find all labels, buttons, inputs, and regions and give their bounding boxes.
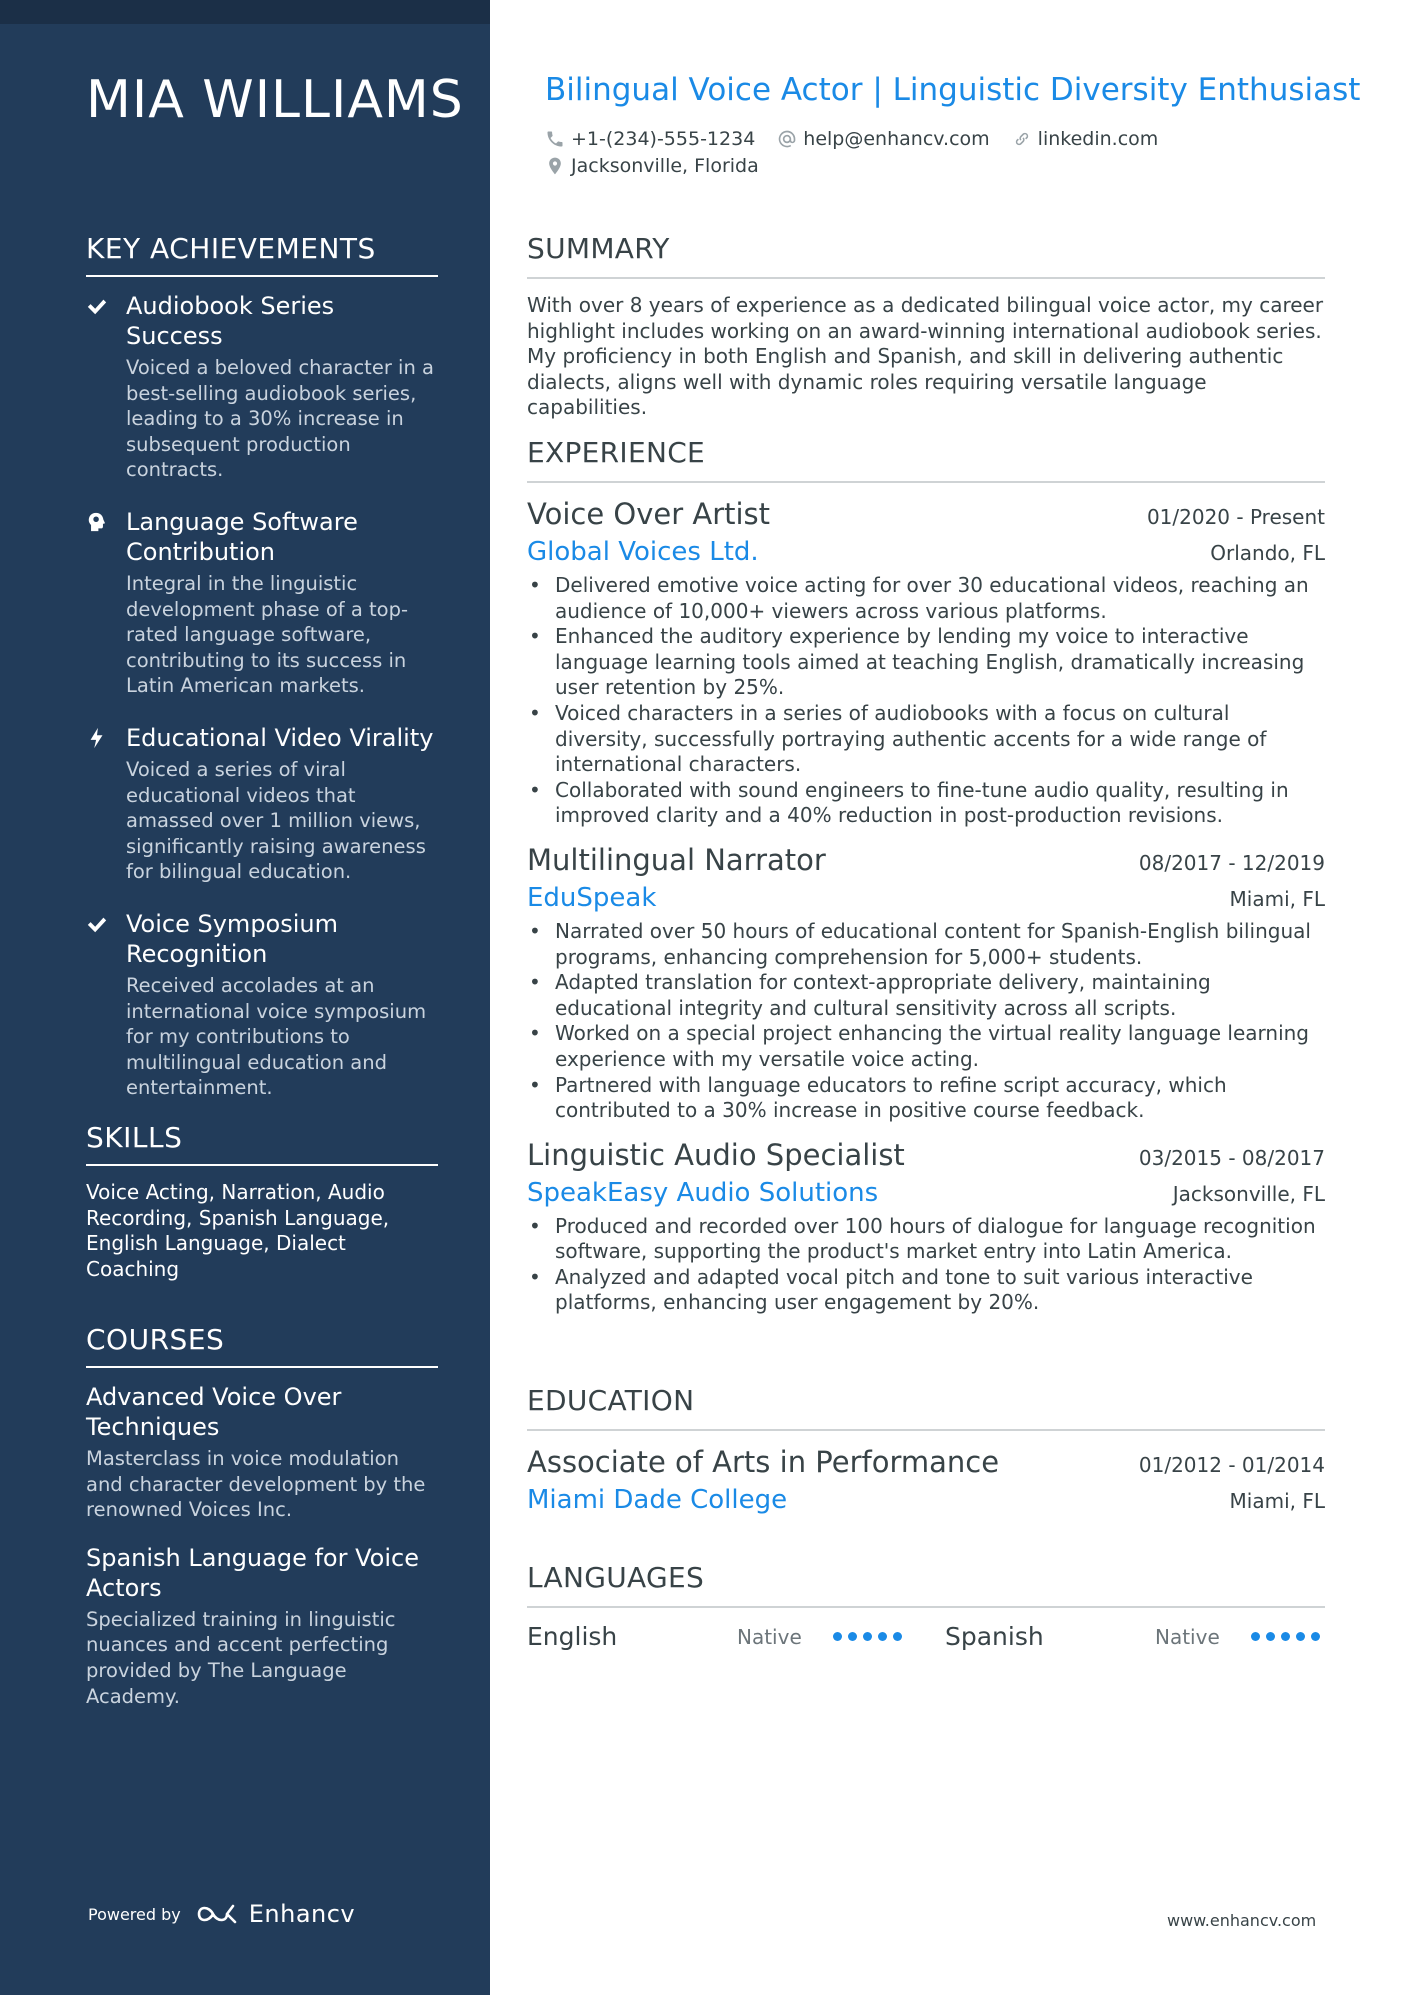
- proficiency-dots: [1251, 1632, 1320, 1641]
- job-title: Multilingual Narrator: [527, 842, 826, 877]
- course-desc: Specialized training in linguistic nuances and accent perfecting provided by The Language Academy.: [86, 1607, 396, 1708]
- email-text: help@enhancv.com: [803, 128, 990, 150]
- bullet-item: • Collaborated with sound engineers to fine-tune audio quality, resulting in improved clarity and a 40% reduction in post-production revisions.: [527, 778, 1325, 829]
- course-item: [86, 1382, 438, 1523]
- bullet-item: • Partnered with language educators to refine script accuracy, which contributed to a 30% increase in positive course feedback.: [527, 1073, 1325, 1124]
- contact-linkedin[interactable]: [1012, 128, 1159, 150]
- job-entry: [527, 843, 1325, 1124]
- bullet-item: • Produced and recorded over 100 hours of dialogue for language recognition software, supporting the product's market entry into Latin America.: [527, 1214, 1325, 1265]
- achievements-heading: KEY ACHIEVEMENTS: [86, 232, 438, 277]
- language-name: English: [527, 1622, 618, 1651]
- location-pin-icon: [545, 156, 565, 176]
- job-dates: 03/2015 - 08/2017: [1138, 1145, 1325, 1170]
- courses-heading: COURSES: [86, 1323, 438, 1368]
- achievement-item: [86, 909, 438, 1101]
- summary-section: [527, 232, 1325, 421]
- job-dates: 08/2017 - 12/2019: [1138, 850, 1325, 875]
- skills-section: [86, 1121, 438, 1282]
- course-desc: Masterclass in voice modulation and character development by the renowned Voices Inc.: [86, 1447, 426, 1522]
- enhancv-logo-icon: [195, 1902, 241, 1926]
- proficiency-dot: [1311, 1632, 1320, 1641]
- at-icon: [777, 129, 797, 149]
- proficiency-dot: [1266, 1632, 1275, 1641]
- head-icon: [86, 507, 126, 699]
- language-item: [945, 1622, 1325, 1651]
- location-text: Jacksonville, Florida: [571, 155, 759, 177]
- course-item: [86, 1543, 438, 1709]
- phone-text: +1-(234)-555-1234: [571, 128, 756, 150]
- achievement-item: [86, 291, 438, 483]
- language-level: Native: [737, 1624, 802, 1649]
- achievement-desc: Voiced a beloved character in a best-selling audiobook series, leading to a 30% increase in subsequent production contracts.: [126, 356, 434, 482]
- proficiency-dot: [1251, 1632, 1260, 1641]
- achievement-title: Educational Video Virality: [126, 723, 434, 752]
- language-name: Spanish: [945, 1622, 1044, 1651]
- linkedin-text: linkedin.com: [1037, 128, 1159, 150]
- job-bullets: [527, 573, 1325, 829]
- proficiency-dot: [863, 1632, 872, 1641]
- proficiency-dot: [878, 1632, 887, 1641]
- skills-text: Voice Acting, Narration, Audio Recording, Spanish Language, English Language, Dialect Coaching: [86, 1180, 390, 1281]
- skills-heading: SKILLS: [86, 1121, 438, 1166]
- job-location: Miami, FL: [1229, 886, 1325, 911]
- education-section: [527, 1384, 1325, 1515]
- bullet-item: • Worked on a special project enhancing the virtual reality language learning experience with my versatile voice acting.: [527, 1021, 1325, 1072]
- proficiency-dot: [1296, 1632, 1305, 1641]
- bullet-item: • Enhanced the auditory experience by lending my voice to interactive language learning tools aimed at teaching English, dramatically increasing user retention by 25%.: [527, 624, 1325, 701]
- footer-url[interactable]: www.enhancv.com: [1167, 1911, 1317, 1930]
- powered-by-label: Powered by: [88, 1904, 181, 1924]
- experience-heading: EXPERIENCE: [527, 436, 1325, 483]
- achievement-item: [86, 723, 438, 885]
- languages-heading: LANGUAGES: [527, 1561, 1325, 1608]
- achievement-title: Audiobook Series Success: [126, 292, 335, 350]
- enhancv-logo[interactable]: [195, 1900, 355, 1928]
- contact-row-location: [545, 155, 759, 177]
- job-entry: [527, 1138, 1325, 1316]
- bullet-item: • Voiced characters in a series of audiobooks with a focus on cultural diversity, successfully portraying authentic accents for a wide range of international characters.: [527, 701, 1325, 778]
- job-title: Linguistic Audio Specialist: [527, 1137, 905, 1172]
- bullet-item: • Delivered emotive voice acting for over 30 educational videos, reaching an audience of 10,000+ viewers across various platforms.: [527, 573, 1325, 624]
- brand-name: Enhancv: [248, 1900, 356, 1928]
- courses-section: [86, 1323, 438, 1729]
- contact-email[interactable]: [777, 128, 989, 150]
- education-dates: 01/2012 - 01/2014: [1138, 1453, 1325, 1477]
- bullet-item: • Analyzed and adapted vocal pitch and tone to suit various interactive platforms, enhancing user engagement by 20%.: [527, 1265, 1325, 1316]
- achievement-title: Voice Symposium Recognition: [126, 909, 338, 968]
- check-icon: [86, 291, 126, 483]
- headline: Bilingual Voice Actor | Linguistic Diversity Enthusiast: [545, 72, 1361, 108]
- summary-heading: SUMMARY: [527, 232, 1325, 279]
- proficiency-dot: [833, 1632, 842, 1641]
- job-location: Jacksonville, FL: [1172, 1181, 1325, 1206]
- phone-icon: [545, 129, 565, 149]
- achievement-desc: Integral in the linguistic development phase of a top-rated language software, contributing to its success in Latin American markets.: [126, 571, 409, 698]
- proficiency-dot: [1281, 1632, 1290, 1641]
- proficiency-dot: [893, 1632, 902, 1641]
- contact-phone: [545, 128, 755, 150]
- job-bullets: [527, 919, 1325, 1124]
- school-name: Miami Dade College: [527, 1485, 788, 1515]
- achievement-desc: Received accolades at an international voice symposium for my contributions to multilingual education and entertainment.: [126, 973, 427, 1100]
- link-icon: [1012, 129, 1032, 149]
- check-icon: [86, 909, 126, 1101]
- degree-title: Associate of Arts in Performance: [527, 1445, 1000, 1479]
- job-company: EduSpeak: [527, 882, 657, 913]
- contact-location: [545, 155, 759, 177]
- proficiency-dot: [848, 1632, 857, 1641]
- proficiency-dots: [833, 1632, 902, 1641]
- bolt-icon: [86, 723, 126, 885]
- job-entry: [527, 497, 1325, 829]
- candidate-name: MIA WILLIAMS: [86, 70, 464, 130]
- job-title: Voice Over Artist: [527, 497, 771, 531]
- bullet-item: • Narrated over 50 hours of educational content for Spanish-English bilingual programs, enhancing comprehension for 5,000+ students.: [527, 919, 1325, 970]
- achievement-item: [86, 507, 438, 699]
- bullet-item: • Adapted translation for context-appropriate delivery, maintaining educational integrity and cultural sensitivity across all scripts.: [527, 970, 1325, 1021]
- language-level: Native: [1155, 1624, 1220, 1649]
- languages-row: [527, 1622, 1325, 1651]
- sidebar-top-strip: [0, 0, 490, 24]
- job-location: Orlando, FL: [1210, 541, 1325, 565]
- job-company: SpeakEasy Audio Solutions: [527, 1177, 879, 1208]
- sidebar: [0, 0, 490, 1995]
- course-title: Spanish Language for Voice Actors: [86, 1543, 419, 1602]
- powered-by: [88, 1900, 355, 1928]
- job-bullets: [527, 1214, 1325, 1316]
- contact-row: [545, 128, 1158, 150]
- language-item: [527, 1622, 945, 1651]
- languages-section: [527, 1561, 1325, 1651]
- job-dates: 01/2020 - Present: [1146, 505, 1325, 529]
- education-heading: EDUCATION: [527, 1384, 1325, 1431]
- summary-text: With over 8 years of experience as a dedicated bilingual voice actor, my career highlight includes working on an award-winning international audiobook series. My proficiency in both English and Spanish, and skill in delivering authentic dialects, aligns well with dynamic roles requiring versatile language capabilities.: [527, 293, 1324, 420]
- education-location: Miami, FL: [1229, 1489, 1325, 1513]
- achievement-desc: Voiced a series of viral educational videos that amassed over 1 million views, significantly raising awareness for bilingual education.: [126, 757, 426, 884]
- achievement-title: Language Software Contribution: [126, 507, 358, 566]
- achievements-section: [86, 232, 438, 1125]
- job-company: Global Voices Ltd.: [527, 537, 759, 567]
- course-title: Advanced Voice Over Techniques: [86, 1383, 342, 1441]
- experience-section: [527, 436, 1325, 1330]
